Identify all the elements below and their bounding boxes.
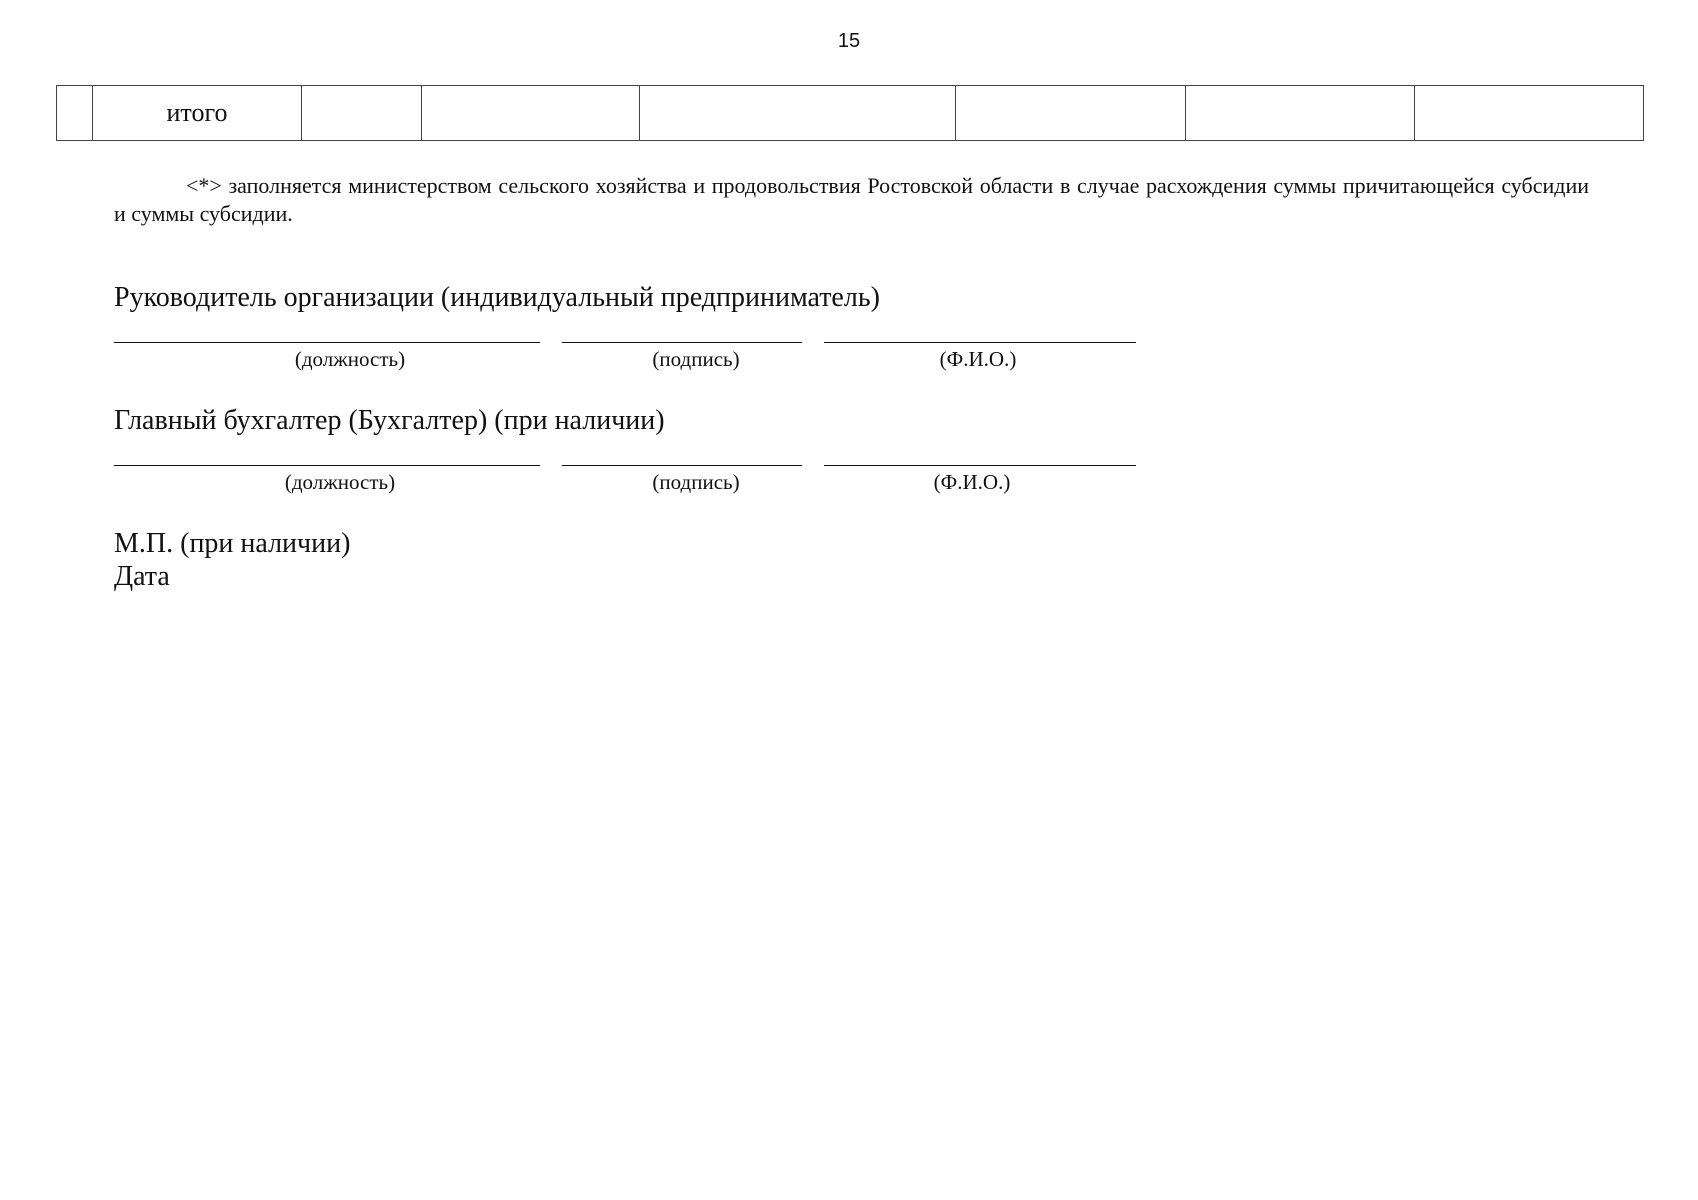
accountant-signature-line[interactable]: [562, 465, 802, 466]
accountant-signature-caption: (подпись): [652, 470, 740, 494]
accountant-signature-title: Главный бухгалтер (Бухгалтер) (при наличии): [114, 405, 665, 436]
table-cell: [302, 86, 422, 141]
accountant-name-line[interactable]: [824, 465, 1136, 466]
accountant-position-line[interactable]: [114, 465, 540, 466]
table-cell: [640, 86, 956, 141]
manager-signature-title: Руководитель организации (индивидуальный предприниматель): [114, 282, 880, 313]
date-label: Дата: [114, 561, 170, 592]
table-cell-number: [57, 86, 93, 141]
manager-signature-line[interactable]: [562, 342, 802, 343]
table-cell-total-label: итого: [93, 86, 302, 141]
manager-signature-caption: (подпись): [652, 347, 740, 371]
manager-name-line[interactable]: [824, 342, 1136, 343]
accountant-position-caption: (должность): [284, 470, 396, 494]
table-cell: [1415, 86, 1644, 141]
manager-name-caption: (Ф.И.О.): [939, 347, 1017, 371]
accountant-name-caption: (Ф.И.О.): [933, 470, 1011, 494]
manager-position-line[interactable]: [114, 342, 540, 343]
manager-position-caption: (должность): [294, 347, 406, 371]
table-cell: [422, 86, 640, 141]
footnote: <*> заполняется министерством сельского хозяйства и продовольствия Ростовской области в случае расхождения суммы причитающейся субсидии и суммы субсидии.: [114, 173, 1589, 226]
table-row-total: [57, 86, 1644, 141]
page-number: 15: [837, 30, 861, 52]
stamp-label: М.П. (при наличии): [114, 528, 351, 559]
table-cell: [1186, 86, 1415, 141]
total-table: [56, 85, 1644, 141]
table-cell: [956, 86, 1186, 141]
